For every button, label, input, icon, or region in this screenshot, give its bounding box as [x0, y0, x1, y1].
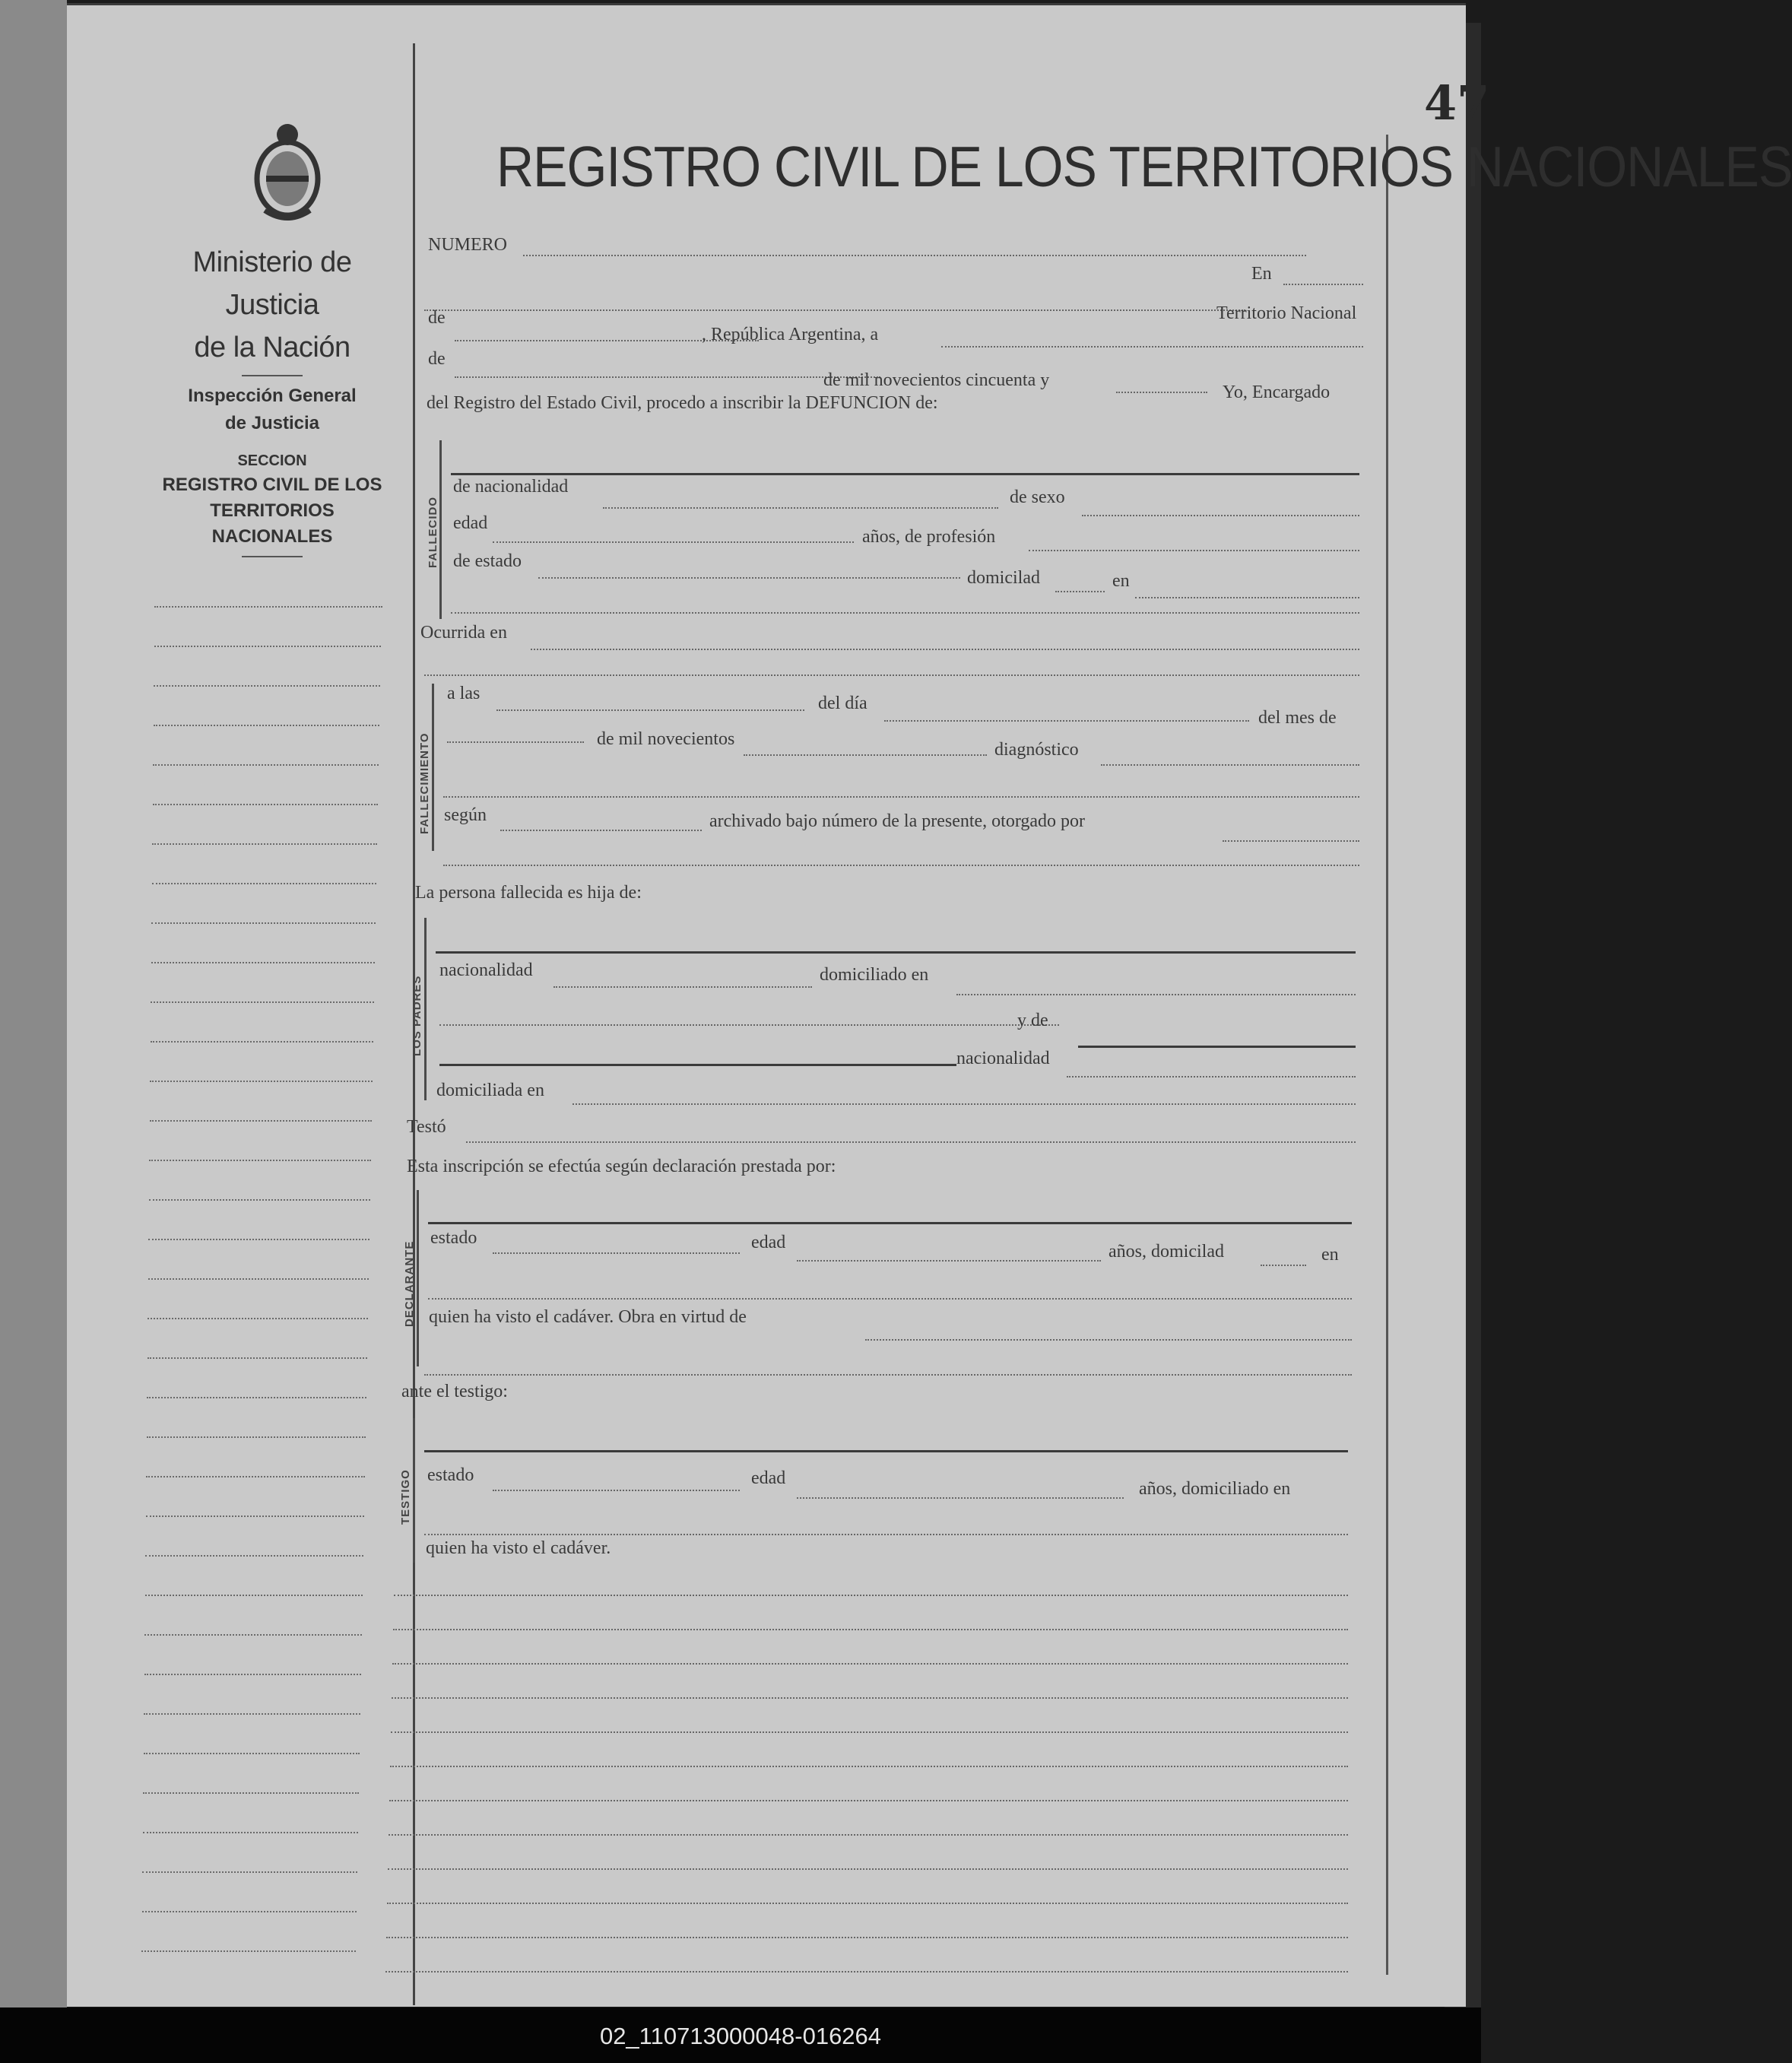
right-margin-rule [1386, 135, 1388, 1975]
domicilado-field[interactable] [1055, 591, 1105, 594]
edad-label: edad [453, 513, 488, 533]
book-spine-edge [0, 0, 67, 2007]
margin-line [145, 1595, 363, 1598]
margin-line [141, 1950, 356, 1954]
mother-name-extra-field[interactable] [439, 1064, 956, 1066]
domiciliada-label: domiciliada en [436, 1081, 544, 1100]
estado-declarante-label: estado [430, 1228, 477, 1248]
notes-line[interactable] [392, 1697, 1348, 1700]
margin-line [146, 1516, 364, 1519]
margin-line [149, 1199, 370, 1202]
del-mes-label: del mes de [1258, 708, 1337, 728]
quien-obra-label: quien ha visto el cadáver. Obra en virtud de [429, 1307, 747, 1327]
domicilio-testigo-field[interactable] [424, 1534, 1348, 1537]
domicilad-declarante-field[interactable] [1261, 1265, 1306, 1268]
margin-line [142, 1911, 357, 1914]
nacionalidad-madre-label: nacionalidad [956, 1049, 1050, 1068]
ocurrida-label: Ocurrida en [420, 623, 507, 643]
estado-testigo-label: estado [427, 1465, 474, 1485]
margin-line [154, 685, 380, 688]
edad-testigo-field[interactable] [797, 1497, 1124, 1500]
notes-line[interactable] [386, 1937, 1348, 1940]
quien-testigo-label: quien ha visto el cadáver. [426, 1538, 611, 1558]
notes-line[interactable] [393, 1629, 1348, 1632]
mil-novecientos-label-2: de mil novecientos [597, 729, 735, 749]
ministry-heading [151, 241, 394, 563]
testigo-name-field[interactable] [424, 1450, 1348, 1452]
republica-label: , República Argentina, a [702, 325, 879, 344]
estado-label: de estado [453, 551, 522, 571]
margin-line [147, 1318, 368, 1321]
notes-line[interactable] [385, 1971, 1348, 1974]
sexo-label: de sexo [1010, 487, 1065, 507]
declarante-bracket [417, 1190, 430, 1366]
margin-line [148, 1239, 370, 1242]
diagnostico-extra-field[interactable] [443, 796, 1359, 799]
domiciliado-label: domiciliado en [820, 965, 929, 985]
otorgado-field[interactable] [1223, 840, 1359, 843]
profesion-field[interactable] [1029, 550, 1359, 553]
register-page [67, 3, 1792, 2007]
margin-line [144, 1634, 362, 1637]
section-line1: REGISTRO CIVIL DE LOS [162, 474, 382, 495]
diagnostico-label: diagnóstico [994, 740, 1079, 760]
page-number: 47 [1424, 75, 1490, 131]
registro-intro: del Registro del Estado Civil, procedo a inscribir la DEFUNCION de: [427, 393, 938, 413]
numero-field[interactable] [523, 255, 1306, 258]
margin-line [147, 1397, 366, 1400]
section-line2: TERRITORIOS NACIONALES [210, 500, 335, 547]
mil-novecientos-label: de mil novecientos cincuenta y [823, 370, 1050, 390]
date-month-field[interactable] [455, 376, 880, 379]
hija-de-label: La persona fallecida es hija de: [415, 883, 642, 903]
obra-virtud-extra-field[interactable] [424, 1374, 1352, 1377]
domicilad-declarante-label: años, domicilad [1109, 1242, 1224, 1262]
en-declarante-label: en [1321, 1245, 1339, 1265]
domicilio-padre-extra-field[interactable] [439, 1024, 1059, 1027]
margin-line [143, 1792, 359, 1795]
estado-declarante-field[interactable] [493, 1252, 740, 1255]
form-title: REGISTRO CIVIL DE LOS TERRITORIOS NACIONALES [496, 135, 1792, 199]
margin-line [142, 1871, 357, 1874]
inspection-line1: Inspección General [188, 386, 357, 406]
margin-line [151, 1001, 374, 1005]
section-label: SECCION [237, 452, 307, 469]
edad-field[interactable] [493, 541, 854, 544]
margin-line [153, 764, 379, 767]
notes-line[interactable] [389, 1834, 1348, 1837]
dia-field[interactable] [884, 720, 1249, 723]
margin-line [147, 1357, 367, 1360]
anio-field[interactable] [744, 754, 987, 757]
notes-line[interactable] [388, 1868, 1348, 1871]
edad-testigo-label: edad [751, 1468, 786, 1488]
margin-line [144, 1753, 360, 1756]
de-label-2: de [428, 349, 446, 369]
date-day-field[interactable] [941, 346, 1363, 349]
ocurrida-extra-field[interactable] [424, 674, 1359, 678]
deceased-name-field[interactable] [451, 473, 1359, 475]
ante-testigo-label: ante el testigo: [401, 1382, 508, 1401]
margin-line [151, 962, 375, 965]
fallecido-bracket [439, 440, 452, 619]
domicilio-madre-field[interactable] [572, 1103, 1356, 1106]
testo-field[interactable] [466, 1141, 1356, 1144]
margin-line [149, 1160, 371, 1163]
sexo-field[interactable] [1082, 515, 1359, 518]
image-id: 02_110713000048-016264 [599, 2023, 882, 2049]
domicilio-extra-field[interactable] [451, 612, 1359, 615]
en-field[interactable] [1283, 284, 1363, 287]
segun-label: según [444, 805, 487, 825]
separator [242, 556, 303, 557]
padres-side-label: LOS PADRES [411, 975, 423, 1056]
notes-line[interactable] [394, 1595, 1348, 1598]
territorio-label: Territorio Nacional [1216, 303, 1357, 323]
margin-line [154, 725, 379, 728]
estado-field[interactable] [538, 577, 960, 580]
margin-line [150, 1120, 372, 1123]
margin-line [147, 1436, 366, 1439]
margin-line [153, 804, 378, 807]
del-dia-label: del día [818, 693, 867, 713]
margin-line [144, 1713, 360, 1716]
margin-line [151, 922, 376, 925]
margin-line [143, 1832, 358, 1835]
margin-line [145, 1555, 363, 1558]
margin-line [146, 1476, 365, 1479]
obra-virtud-field[interactable] [865, 1339, 1352, 1342]
segun-field[interactable] [500, 830, 702, 833]
place-field[interactable] [424, 309, 1245, 313]
ministry-line2: de la Nación [194, 332, 350, 363]
declarante-name-field[interactable] [428, 1222, 1352, 1224]
diagnostico-field[interactable] [1101, 764, 1359, 767]
padres-bracket [424, 918, 437, 1100]
nacionalidad-padre-field[interactable] [553, 986, 812, 989]
separator [242, 375, 303, 376]
fallecido-side-label: FALLECIDO [427, 497, 439, 568]
mes-field[interactable] [447, 741, 584, 744]
hora-field[interactable] [496, 709, 804, 713]
y-de-label: y de [1017, 1011, 1048, 1030]
domiciliado-testigo-label: años, domiciliado en [1139, 1479, 1291, 1499]
nacionalidad-padre-label: nacionalidad [439, 960, 533, 980]
fallecimiento-bracket [432, 684, 445, 851]
en-label: En [1251, 264, 1272, 284]
ministry-line1: Ministerio de Justicia [192, 246, 352, 321]
nacionalidad-field[interactable] [603, 507, 998, 510]
father-name-field[interactable] [436, 951, 1356, 954]
testigo-side-label: TESTIGO [399, 1469, 412, 1525]
notes-line[interactable] [392, 1663, 1348, 1666]
otorgado-extra-field[interactable] [443, 865, 1359, 868]
inscripcion-label: Esta inscripción se efectúa según declaración prestada por: [407, 1157, 836, 1176]
yo-encargado-label: Yo, Encargado [1223, 382, 1331, 402]
ocurrida-field[interactable] [531, 649, 1359, 652]
testigo-bracket [413, 1418, 426, 1563]
margin-line [154, 646, 381, 649]
edad-declarante-field[interactable] [797, 1260, 1101, 1263]
margin-line [144, 1674, 361, 1677]
domicilio-declarante-field[interactable] [428, 1298, 1352, 1301]
archivado-label: archivado bajo número de la presente, otorgado por [709, 811, 1086, 831]
notes-line[interactable] [389, 1800, 1348, 1803]
domicilado-label: domicilad [967, 568, 1040, 588]
notes-line[interactable] [391, 1731, 1348, 1735]
de-label-1: de [428, 308, 446, 328]
domicilio-field[interactable] [1135, 597, 1359, 600]
inspection-line2: de Justicia [224, 413, 320, 433]
notes-line[interactable] [387, 1903, 1348, 1906]
declarante-side-label: DECLARANTE [403, 1240, 416, 1327]
notes-line[interactable] [390, 1766, 1348, 1769]
margin-line [152, 883, 376, 886]
edad-declarante-label: edad [751, 1233, 786, 1252]
margin-line [152, 843, 377, 846]
mother-name-field[interactable] [1078, 1046, 1356, 1048]
nacionalidad-label: de nacionalidad [453, 477, 569, 497]
nacionalidad-madre-field[interactable] [1067, 1076, 1356, 1079]
margin-line [154, 606, 382, 609]
margin-line [151, 1041, 373, 1044]
coat-of-arms-icon [249, 119, 325, 226]
margin-line [148, 1278, 369, 1281]
en-label-2: en [1112, 571, 1130, 591]
a-las-label: a las [447, 684, 481, 703]
profesion-label: años, de profesión [862, 527, 996, 547]
estado-testigo-field[interactable] [493, 1490, 740, 1493]
year-field[interactable] [1116, 392, 1207, 395]
fallecimiento-side-label: FALLECIMIENTO [418, 732, 431, 834]
margin-column [67, 5, 417, 2007]
domicilio-padre-field[interactable] [956, 994, 1356, 997]
numero-label: NUMERO [428, 235, 508, 255]
margin-line [150, 1081, 373, 1084]
testo-label: Testó [407, 1117, 446, 1137]
